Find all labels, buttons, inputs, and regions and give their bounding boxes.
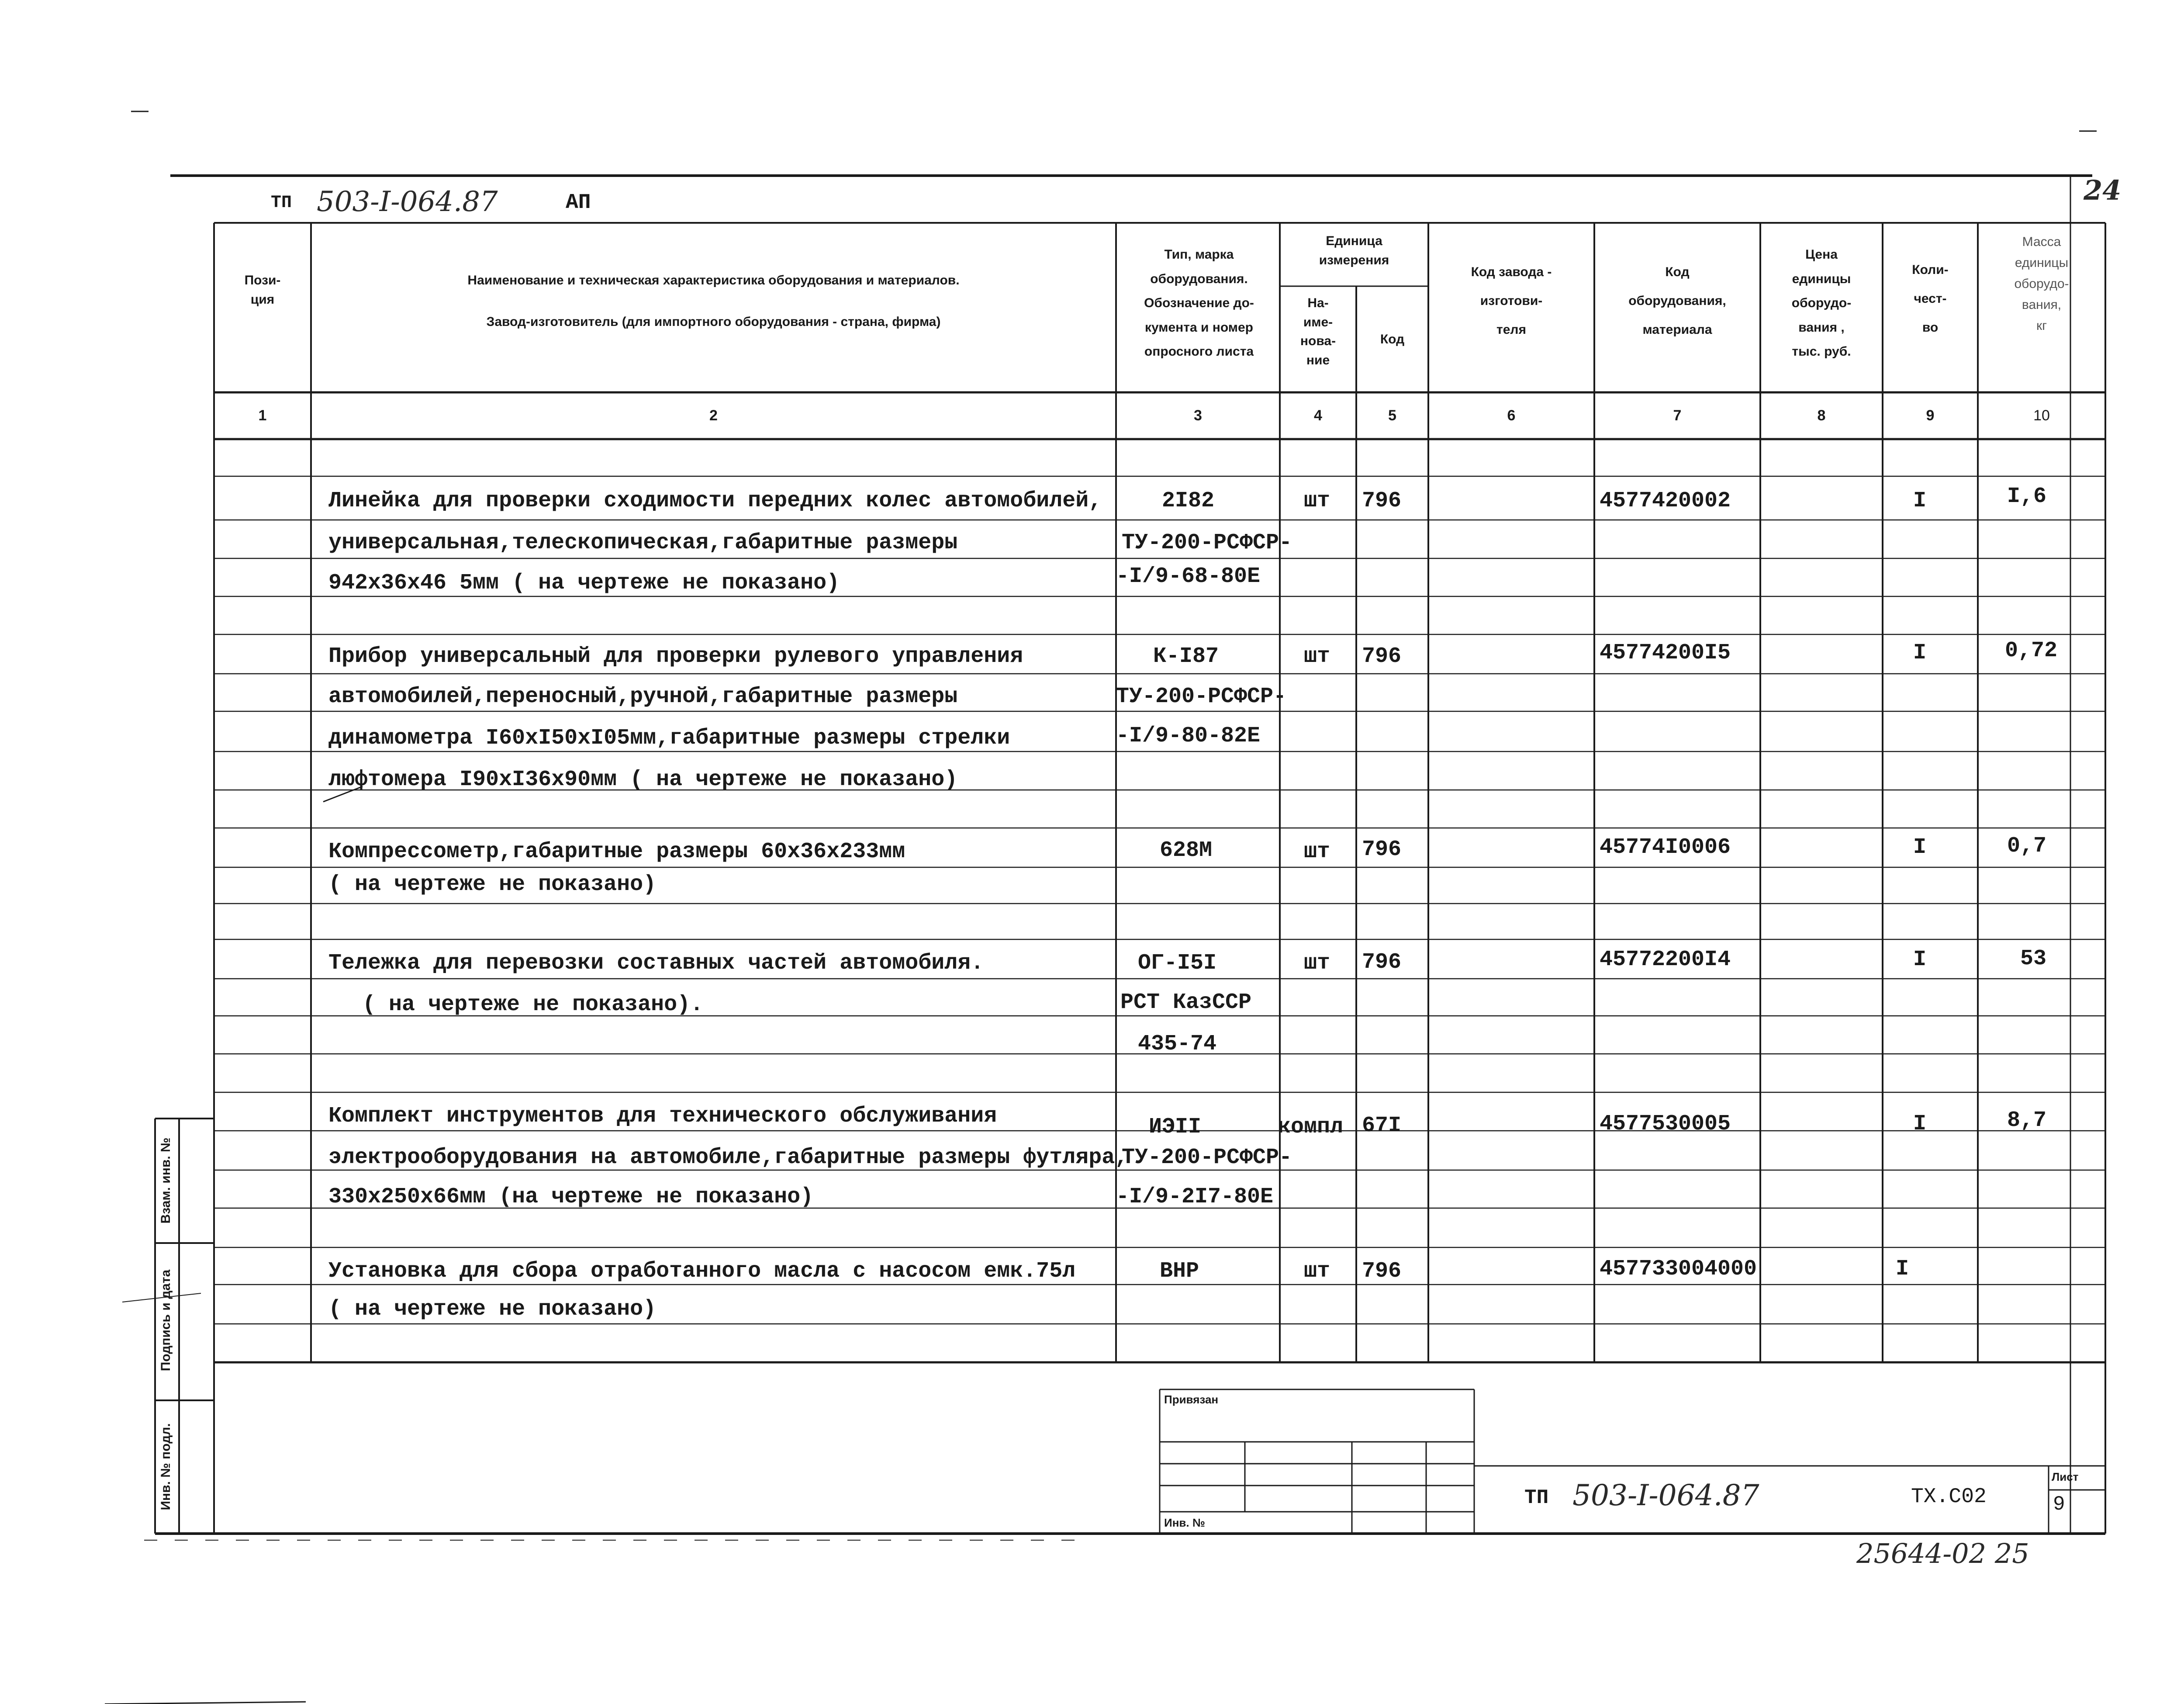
colnum: 9 xyxy=(1926,407,1935,424)
colnum: 8 xyxy=(1817,407,1826,424)
header-position: Пози- ция xyxy=(244,273,281,307)
colnum: 7 xyxy=(1673,407,1682,424)
header-maker-code: Код завода - изготови- теля xyxy=(1471,265,1552,337)
item-mass: 0,72 xyxy=(2005,638,2058,663)
item-unit-code: 796 xyxy=(1362,837,1402,862)
item-unit: шт xyxy=(1304,1259,1330,1284)
header-unit-group: Единица измерения xyxy=(1319,234,1389,267)
side-label-replaced-inv: Взам. инв. № xyxy=(159,1137,173,1224)
colnum: 2 xyxy=(709,407,718,424)
item-name: универсальная,телескопическая,габаритные размеры xyxy=(328,530,958,555)
item-name: 942х36х46 5мм ( на чертеже не показано) xyxy=(328,571,840,596)
item-type: 628М xyxy=(1160,838,1213,863)
item-code: 45774I0006 xyxy=(1600,835,1731,860)
header-unit-name: На- име- нова- ние xyxy=(1300,296,1336,367)
side-label-signature-date: Подпись и дата xyxy=(159,1269,173,1372)
item-code: 45772200I4 xyxy=(1600,947,1731,972)
header-price: Цена единицы оборудо- вания , тыс. руб. xyxy=(1791,247,1852,359)
item-unit: шт xyxy=(1304,644,1330,669)
title-sheet-label: Лист xyxy=(2052,1470,2079,1483)
colnum: 1 xyxy=(258,407,267,424)
item-name: Комплект инструментов для технического обслуживания xyxy=(328,1104,997,1129)
item-type: -I/9-80-82Е xyxy=(1116,724,1261,748)
item-type: ТУ-200-РСФСР- xyxy=(1122,1145,1292,1170)
item-unit-code: 796 xyxy=(1362,950,1402,975)
item-name: 330х250х66мм (на чертеже не показано) xyxy=(328,1184,814,1209)
header-type: Тип, марка оборудования. Обозначение до- кумента и номер опросного листа xyxy=(1144,247,1254,359)
item-type: ТУ-200-РСФСР- xyxy=(1116,684,1287,709)
item-unit: компл xyxy=(1278,1115,1344,1139)
item-mass: I,6 xyxy=(2007,484,2047,509)
stamp-privyazan-label: Привязан xyxy=(1164,1393,1219,1406)
top-code-prefix: ТП xyxy=(271,193,292,213)
item-type: 2I82 xyxy=(1162,488,1215,513)
header-name-line1: Наименование и техническая характеристика оборудования и материалов. xyxy=(467,273,960,287)
item-name: Линейка для проверки сходимости передних колес автомобилей, xyxy=(328,488,1102,513)
title-sheet-number: 9 xyxy=(2053,1493,2065,1516)
item-mass: 0,7 xyxy=(2007,834,2047,859)
item-type: ОГ-I5I xyxy=(1138,951,1217,976)
title-number: 503-I-064.87 xyxy=(1572,1479,1759,1512)
item-name: Тележка для перевозки составных частей автомобиля. xyxy=(328,951,984,976)
item-name: автомобилей,переносный,ручной,габаритные размеры xyxy=(328,684,958,709)
item-code: 457733004000 xyxy=(1600,1257,1757,1281)
title-sheet-code: ТХ.С02 xyxy=(1911,1485,1987,1509)
item-name: Прибор универсальный для проверки рулевого управления xyxy=(328,644,1023,669)
stamp-inv-label: Инв. № xyxy=(1164,1516,1205,1529)
item-qty: I xyxy=(1913,641,1927,665)
side-label-original-inv: Инв. № подл. xyxy=(159,1423,173,1510)
item-type: ТУ-200-РСФСР- xyxy=(1122,530,1292,555)
item-qty: I xyxy=(1913,835,1927,860)
item-name: ( на чертеже не показано). xyxy=(363,992,704,1017)
item-unit: шт xyxy=(1304,951,1330,976)
header-name-line2: Завод-изготовитель (для импортного оборудования - страна, фирма) xyxy=(486,315,941,329)
item-unit: шт xyxy=(1304,839,1330,864)
item-mass: 8,7 xyxy=(2007,1108,2047,1133)
item-code: 45774200I5 xyxy=(1600,641,1731,665)
title-prefix: ТП xyxy=(1524,1486,1549,1509)
item-name: Установка для сбора отработанного масла с насосом емк.75л xyxy=(328,1259,1076,1284)
header-unit-code: Код xyxy=(1380,332,1405,346)
item-type: -I/9-2I7-80Е xyxy=(1116,1184,1274,1209)
top-code-suffix: АП xyxy=(566,191,591,215)
item-unit-code: 796 xyxy=(1362,644,1402,669)
header-quantity: Коли- чест- во xyxy=(1912,263,1949,335)
colnum: 6 xyxy=(1507,407,1516,424)
item-qty: I xyxy=(1913,1112,1927,1136)
item-type: ВНР xyxy=(1160,1259,1199,1284)
item-unit: шт xyxy=(1304,488,1330,513)
item-name: динамометра I60хI50хI05мм,габаритные размеры стрелки xyxy=(328,726,1010,751)
colnum: 5 xyxy=(1388,407,1396,424)
item-unit-code: 67I xyxy=(1362,1113,1402,1138)
item-type: 435-74 xyxy=(1138,1032,1217,1056)
item-unit-code: 796 xyxy=(1362,1259,1402,1284)
top-code-number: 503-I-064.87 xyxy=(317,186,498,218)
header-equipment-code: Код оборудования, материала xyxy=(1628,265,1726,337)
item-name: ( на чертеже не показано) xyxy=(328,872,657,897)
item-qty: I xyxy=(1913,947,1927,972)
item-name: электрооборудования на автомобиле,габаритные размеры футляра, xyxy=(328,1145,1128,1170)
item-qty: I xyxy=(1896,1257,1909,1281)
item-unit-code: 796 xyxy=(1362,488,1402,513)
colnum: 4 xyxy=(1314,407,1322,424)
bottom-note: 25644-02 25 xyxy=(1856,1538,2029,1569)
item-code: 4577530005 xyxy=(1600,1112,1731,1136)
item-name: ( на чертеже не показано) xyxy=(328,1297,657,1322)
item-type: -I/9-68-80Е xyxy=(1116,564,1261,589)
item-name: Компрессометр,габаритные размеры 60х36х233мм xyxy=(328,839,905,864)
header-mass: Масса единицы оборудо- вания, кг xyxy=(2014,235,2069,333)
colnum: 3 xyxy=(1194,407,1202,424)
item-code: 4577420002 xyxy=(1600,488,1731,513)
item-mass: 53 xyxy=(2020,946,2047,971)
colnum: 10 xyxy=(2033,407,2050,424)
item-qty: I xyxy=(1913,488,1927,513)
sheet-corner-mark: 24 xyxy=(2084,174,2122,206)
item-name: люфтомера I90хI36х90мм ( на чертеже не показано) xyxy=(328,767,958,792)
item-type: РСТ КазССР xyxy=(1120,990,1252,1015)
item-type: К-I87 xyxy=(1153,644,1219,669)
item-type: ИЭII xyxy=(1149,1115,1202,1139)
